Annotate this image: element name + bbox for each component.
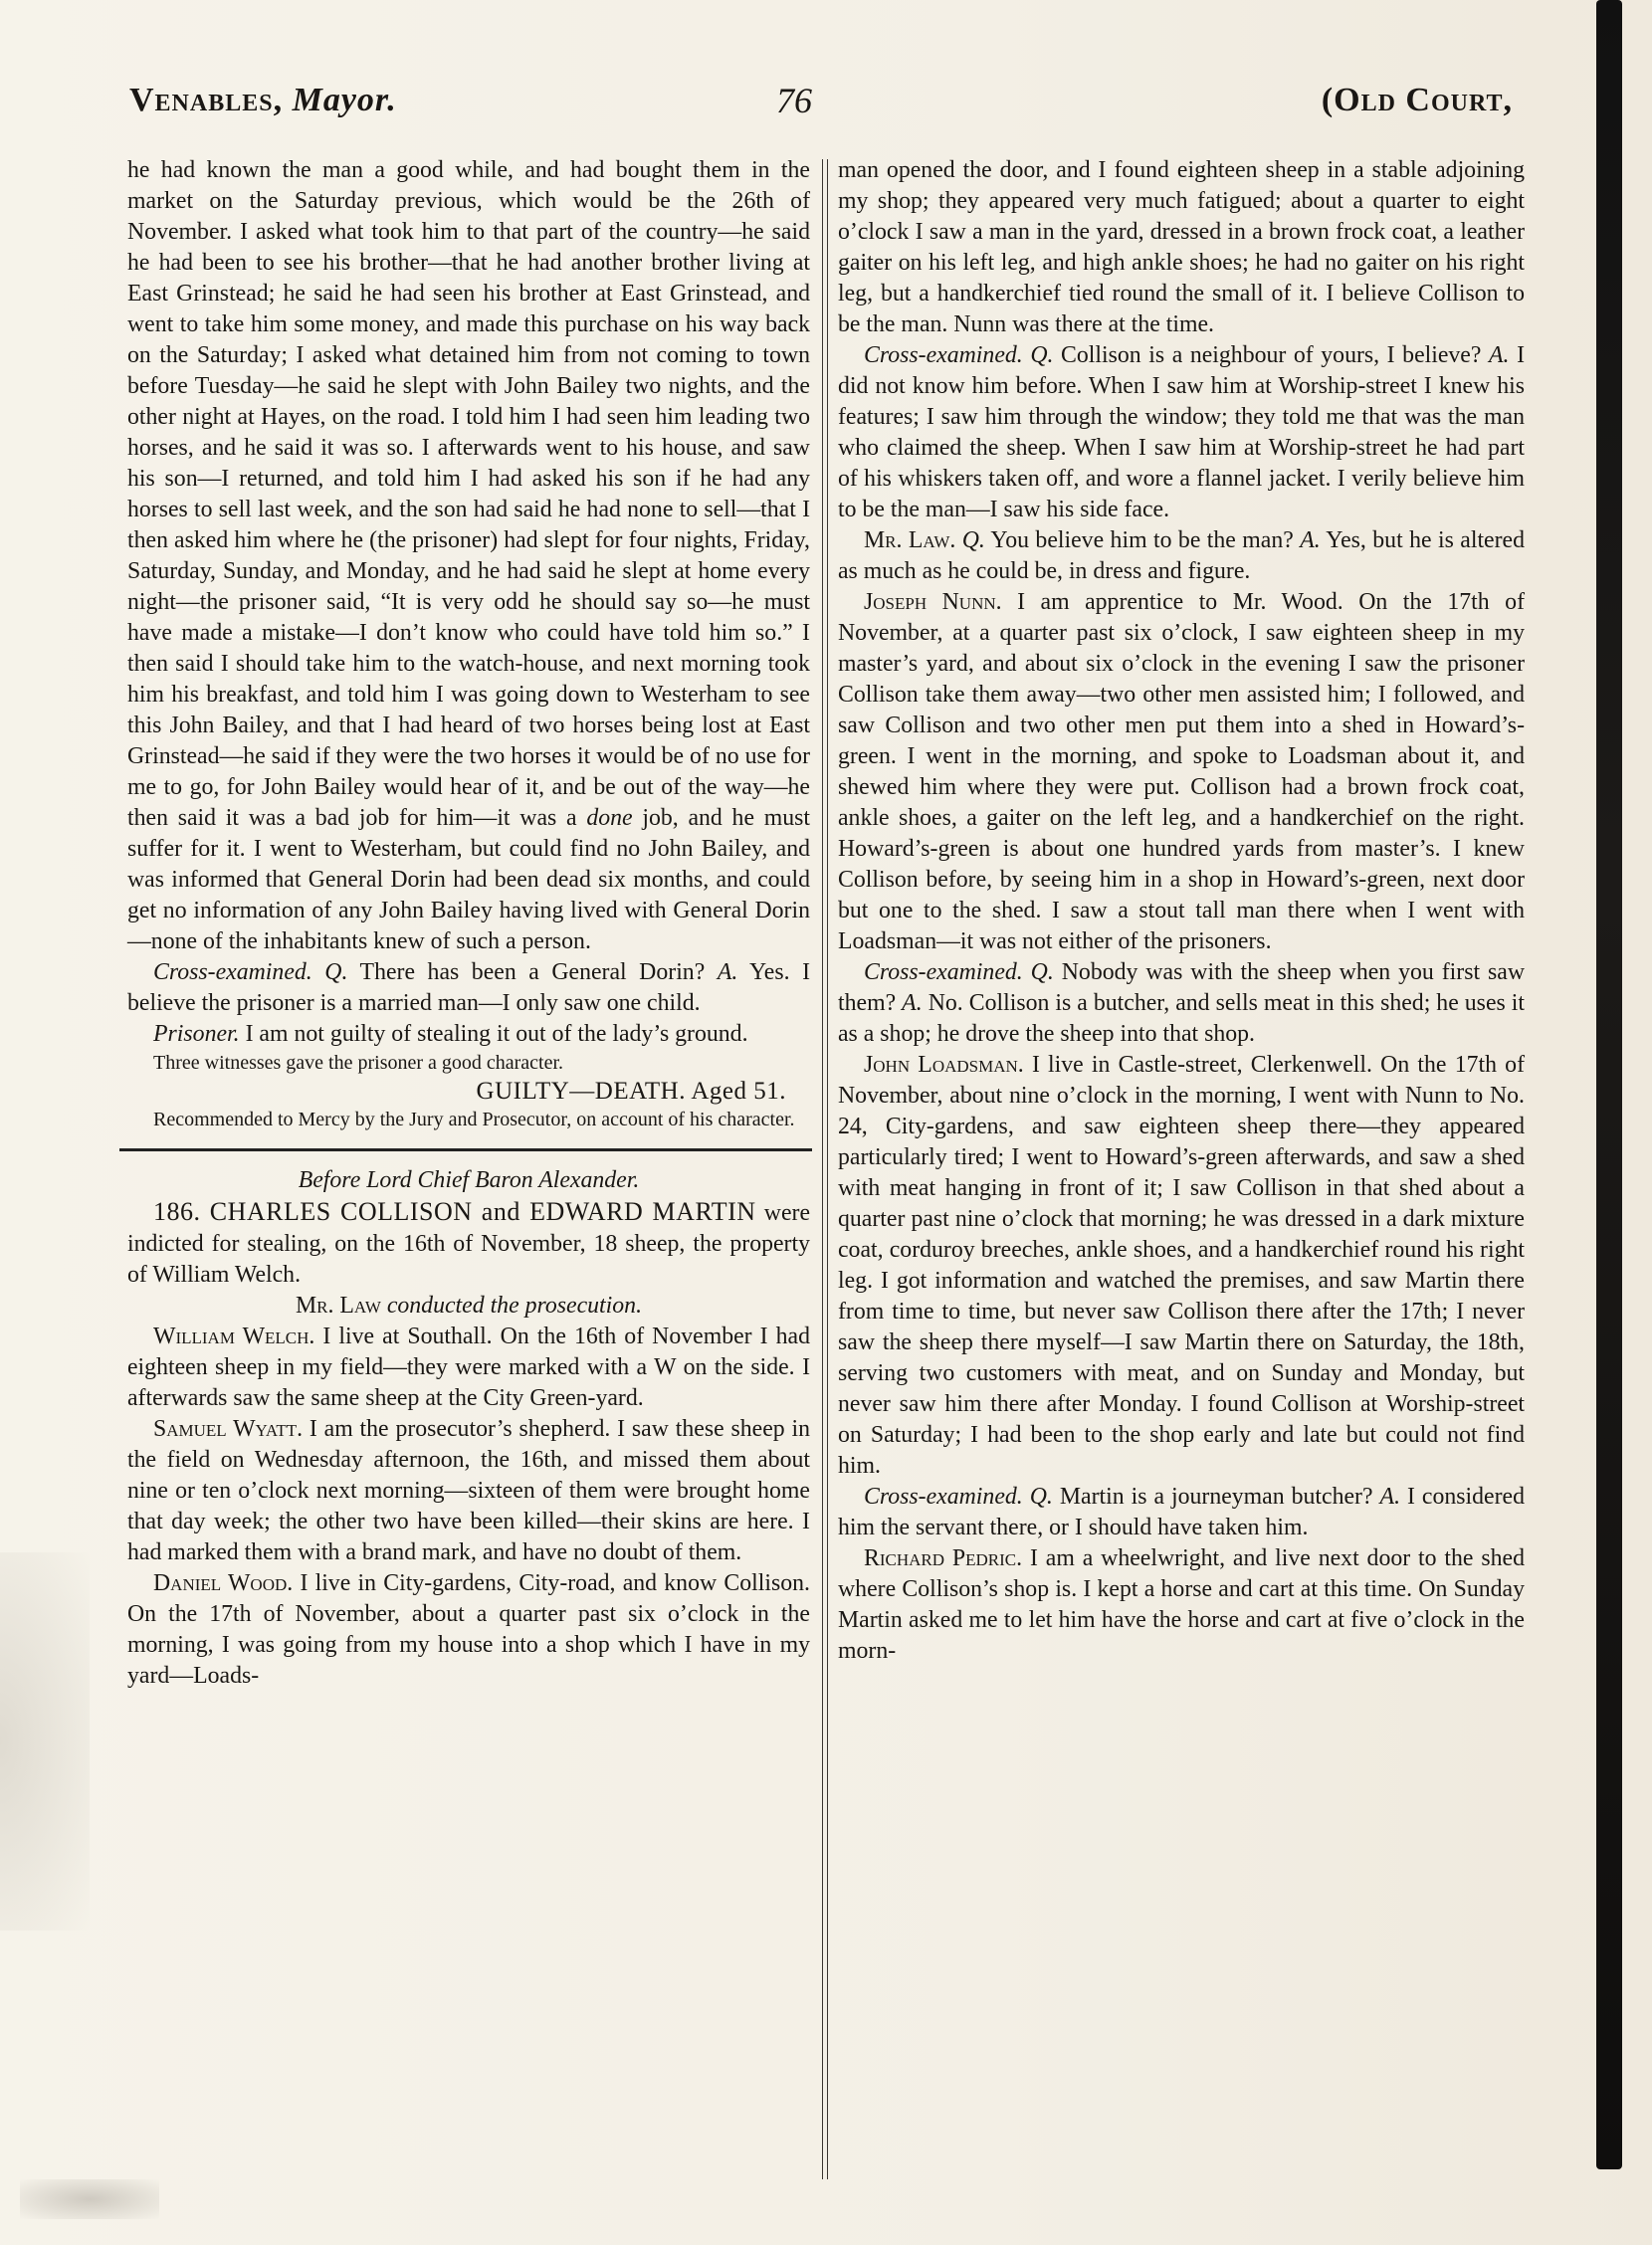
question-text: You believe him to be the man? (990, 527, 1294, 553)
answer-text: I did not know him before. When I saw him at Worship-street I knew his features; I saw him through the window; they told me that was the man who claimed the sheep. When I saw him at Worship-street he had part of his whiskers taken off, and wore a flannel jacket. I verily believe him to be the man—I saw his side face. (838, 342, 1526, 522)
question-marker: Q. (1030, 959, 1054, 985)
italic-word: done (586, 805, 633, 831)
running-header (129, 82, 1513, 141)
testimony-text: I live in Castle-street, Clerkenwell. On the 17th of November, about nine o’clock in the morning, I went with Nunn to No. 24, City-gardens, and saw eighteen sheep there—they appeared particularly tired; I went to Howard’s-green afterwards, and saw a shed with meat hanging in front of it; I saw Collison in that shed about a quarter past nine o’clock that morning; he was dressed in a dark mixture coat, corduroy breeches, ankle shoes, and a handkerchief round his right leg. I got information and watched the premises, and saw Martin there from time to time, but never saw Collison there after the 17th; I never saw the sheep there myself—I saw Martin there on Saturday, the 18th, serving two customers with meat, and on Sunday and Monday, but never saw him there after Monday. I found Collison at Worship-street on Saturday; I had been to the shop early and late but could not find him. (838, 1052, 1526, 1479)
statement-text: I am not guilty of stealing it out of the lady’s ground. (245, 1021, 748, 1047)
question-marker: Q. (961, 527, 985, 553)
answer-marker: A. (1379, 1484, 1401, 1510)
counsel-examination (838, 525, 1525, 587)
witness-testimony (127, 1322, 810, 1414)
testimony-text: I live at Southall. On the 16th of November I had eighteen sheep in my field—they were marked with a W on the side. I afterwards saw the same sheep at the City Green-yard. (127, 1324, 810, 1411)
witness-testimony (838, 1050, 1525, 1482)
section-divider (119, 1148, 812, 1151)
case-indictment (127, 1196, 810, 1291)
header-court: (Old Court, (1321, 82, 1513, 118)
scan-edge-shadow (1596, 0, 1622, 2169)
paragraph (127, 155, 810, 957)
counsel-name: Mr. Law (295, 1293, 381, 1319)
answer-marker: A. (1300, 527, 1321, 553)
counsel-name: Mr. Law. (864, 527, 956, 553)
witness-name: Daniel Wood. (153, 1570, 294, 1596)
witness-testimony (127, 1568, 810, 1692)
question-text: Collison is a neighbour of yours, I believe? (1061, 342, 1482, 368)
header-mayor-name: Venables, (129, 82, 284, 118)
witness-testimony (127, 1414, 810, 1568)
answer-text: Yes. I believe the prisoner is a married man—I only saw one child. (127, 959, 811, 1016)
witness-testimony (838, 1543, 1525, 1667)
answer-marker: A. (717, 959, 738, 985)
witness-name: John Loadsman. (864, 1052, 1024, 1078)
prisoner-statement (127, 1019, 810, 1050)
mercy-note: Recommended to Mercy by the Jury and Prosecutor, on account of his character. (153, 1109, 795, 1130)
paragraph-text: job, and he must suffer for it. I went to Westerham, but could find no John Bailey, and was informed that General Dorin had been dead six months, and could get no information of any John Bailey having lived with General Dorin—none of the inhabitants knew of such a person. (127, 805, 811, 954)
answer-text: Yes, but he is altered as much as he could be, in dress and figure. (838, 527, 1526, 584)
testimony-text: I live in City-gardens, City-road, and know Collison. On the 17th of November, about a quarter past six o’clock in the morning, I was going from my house into a shop which I have in my yard—Loads- (127, 1570, 810, 1689)
question-text: Martin is a journeyman butcher? (1059, 1484, 1373, 1510)
speaker-label: Cross-examined. (153, 959, 312, 985)
scan-speck (20, 2179, 159, 2219)
witness-name: Richard Pedric. (864, 1545, 1023, 1571)
question-text: There has been a General Dorin? (359, 959, 706, 985)
answer-text: I considered him the servant there, or I should have taken him. (838, 1484, 1525, 1540)
testimony-text: I am a wheelwright, and live next door to the shed where Collison’s shop is. I kept a horse and cart at this time. On Sunday Martin asked me to let him have the horse and cart at five o’clock in the morn- (838, 1545, 1525, 1664)
case-heading: 186. CHARLES COLLISON and EDWARD MARTIN (153, 1197, 756, 1226)
cross-examination (838, 1482, 1525, 1543)
scan-stain (0, 1552, 90, 1931)
case-text: were indicted for stealing, on the 16th of November, 18 sheep, the property of William Welch. (127, 1200, 810, 1288)
testimony-text: I am apprentice to Mr. Wood. On the 17th of November, at a quarter past six o’clock, I saw eighteen sheep in my master’s yard, and about six o’clock in the evening I saw the prisoner Collison take them away—two other men assisted him; I followed, and saw Collison and two other men put them into a shed in Howard’s-green. I went in the morning, and spoke to Loadsman about it, and shewed him where they were put. Collison had a brown frock coat, ankle shoes, a gaiter on the left leg, and a handkerchief on the right. Howard’s-green is about one hundred yards from master’s. I knew Collison before, by seeing him in a shop in Howard’s-green, next door but one to the shed. I saw a stout tall man there when I went with Loadsman—it was not either of the prisoners. (838, 589, 1525, 954)
counsel-role: conducted the prosecution. (386, 1293, 643, 1319)
answer-marker: A. (1489, 342, 1510, 368)
question-marker: Q. (1030, 342, 1054, 368)
witness-name: Samuel Wyatt. (153, 1416, 304, 1442)
prosecution-note (127, 1291, 810, 1322)
speaker-label: Cross-examined. (864, 959, 1023, 985)
answer-marker: A. (902, 990, 923, 1016)
answer-text: No. Collison is a butcher, and sells meat in this shed; he uses it as a shop; he drove the sheep into that shop. (838, 990, 1525, 1047)
speaker-label: Prisoner. (153, 1021, 240, 1047)
page-number: 76 (776, 81, 812, 120)
column-divider (822, 159, 828, 2179)
paragraph: man opened the door, and I found eighteen sheep in a stable adjoining my shop; they appeared very much fatigued; about a quarter to eight o’clock I saw a man in the yard, dressed in a brown frock coat, a leather gaiter on his left leg, and high ankle shoes; he had no gaiter on his right leg, but a handkerchief tied round the small of it. I believe Collison to be the man. Nunn was there at the time. (838, 157, 1525, 337)
right-column (838, 155, 1525, 1667)
question-marker: Q. (1029, 1484, 1053, 1510)
verdict: GUILTY—DEATH. Aged 51. (476, 1078, 786, 1105)
header-mayor-title: Mayor. (292, 82, 397, 118)
paragraph-text: he had known the man a good while, and had bought them in the market on the Saturday previous, which would be the 26th of November. I asked what took him to that part of the country—he said he had been to see his brother—that he had another brother living at East Grinstead; he said he had seen his brother at East Grinstead, and went to take him some money, and made this purchase on his way back on the Saturday; I asked what detained him from not coming to town before Tuesday—he said he slept with John Bailey two nights, and the other night at Hayes, on the road. I told him I had seen him leading two horses, and he said it was so. I afterwards went to his house, and saw his son—I returned, and told him I had asked his son if he had any horses to sell last week, and the son had said he had none to sell—that I then asked him where he (the prisoner) had slept for four nights, Friday, Saturday, Sunday, and Monday, and he had said he slept at home every night—the prisoner said, “It is very odd he should say so—he must have made a mistake—I don’t know who could have told him so.” I then said I should take him to the watch-house, and next morning took him his breakfast, and told him I was going down to Westerham to see this John Bailey, and that I had heard of two horses being lost at East Grinstead—he said if they were the two horses it would be of no use for me to go, for John Bailey would hear of it, and be out of the way—he then said it was a bad job for him—it was a (127, 157, 810, 831)
witness-name: Joseph Nunn. (864, 589, 1002, 615)
question-text: Nobody was with the sheep when you first saw them? (838, 959, 1526, 1016)
speaker-label: Cross-examined. (864, 342, 1023, 368)
left-column (127, 155, 810, 1692)
witness-testimony (838, 587, 1525, 957)
header-mayor (129, 82, 397, 119)
witness-name: William Welch. (153, 1324, 315, 1349)
testimony-text: I am the prosecutor’s shepherd. I saw these sheep in the field on Wednesday afternoon, the 16th, and missed them about nine or ten o’clock next morning—sixteen of them were brought home that day week; the other two have been killed—their skins are here. I had marked them with a brand mark, and have no doubt of them. (127, 1416, 811, 1565)
question-marker: Q. (324, 959, 348, 985)
section-title: Before Lord Chief Baron Alexander. (298, 1167, 640, 1193)
speaker-label: Cross-examined. (864, 1484, 1023, 1510)
cross-examination (127, 957, 810, 1019)
character-note: Three witnesses gave the prisoner a good character. (153, 1052, 564, 1074)
cross-examination (838, 957, 1525, 1050)
cross-examination (838, 340, 1525, 525)
